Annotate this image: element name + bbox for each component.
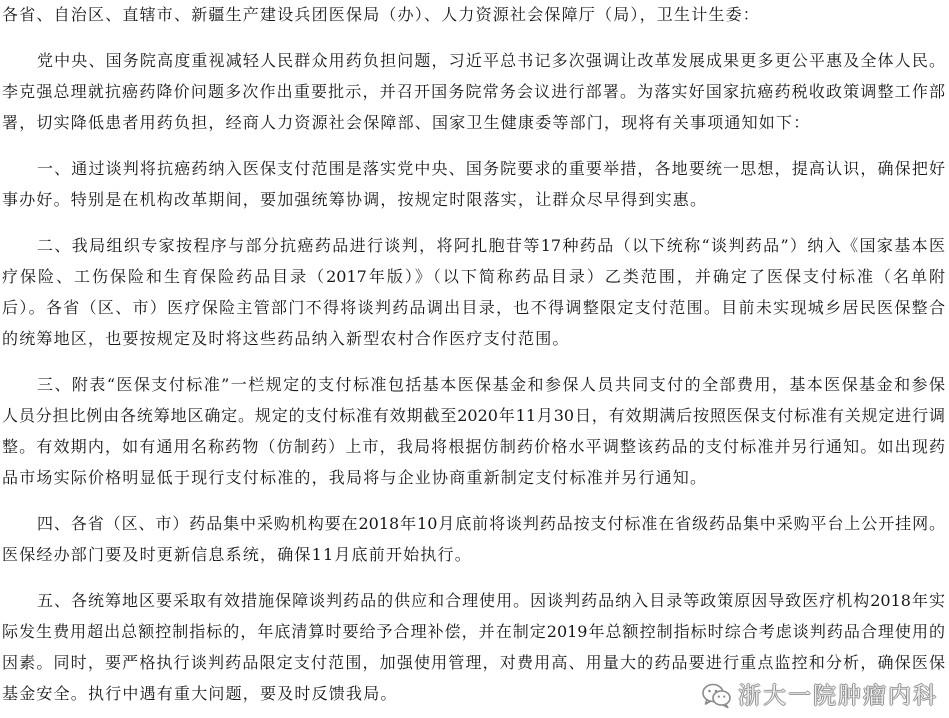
text-line: 际发生费用超出总额控制指标的，年底清算时要给予合理补偿，并在制定2019年总额控制指标时综合考虑谈判药品合理使用的 <box>2 622 945 641</box>
text-line: 事办好。特别是在机构改革期间，要加强统筹协调，按规定时限落实，让群众尽早得到实惠。 <box>2 190 708 209</box>
text-line: 品市场实际价格明显低于现行支付标准的，我局将与企业协商重新制定支付标准并另行通知。 <box>2 468 708 487</box>
wechat-icon <box>702 683 732 709</box>
text-line: 整。有效期内，如有通用名称药物（仿制药）上市，我局将根据仿制药价格水平调整该药品的支付标准并另行通知。如出现药 <box>2 437 945 456</box>
document-body <box>2 0 945 709</box>
text-line: 医保经办部门要及时更新信息系统，确保11月底前开始执行。 <box>2 545 472 564</box>
text-line: 四、各省（区、市）药品集中采购机构要在2018年10月底前将谈判药品按支付标准在省级药品集中采购平台上公开挂网。 <box>37 514 945 533</box>
text-line: 因素。同时，要严格执行谈判药品限定支付范围，加强使用管理，对费用高、用量大的药品要进行重点监控和分析，确保医保 <box>2 653 945 672</box>
text-line: 疗保险、工伤保险和生育保险药品目录（2017年版）》（以下简称药品目录）乙类范围，并确定了医保支付标准（名单附 <box>2 267 945 286</box>
text-line: 党中央、国务院高度重视减轻人民群众用药负担问题，习近平总书记多次强调让改革发展成果更多更公平惠及全体人民。 <box>37 51 945 70</box>
paragraph-2 <box>2 153 945 215</box>
text-line: 五、各统筹地区要采取有效措施保障谈判药品的供应和合理使用。因谈判药品纳入目录等政策原因导致医疗机构2018年实 <box>37 591 945 610</box>
text-line: 基金安全。执行中遇有重大问题，要及时反馈我局。 <box>2 684 398 703</box>
paragraph-3 <box>2 230 945 354</box>
salutation-line: 各省、自治区、直辖市、新疆生产建设兵团医保局（办）、人力资源社会保障厅（局），卫生计生委： <box>2 5 761 24</box>
text-line: 三、附表“医保支付标准”一栏规定的支付标准包括基本医保基金和参保人员共同支付的全部费用，基本医保基金和参保 <box>37 375 945 394</box>
text-line: 署，切实降低患者用药负担，经商人力资源社会保障部、国家卫生健康委等部门，现将有关事项通知如下： <box>2 113 811 132</box>
text-line: 人员分担比例由各统筹地区确定。规定的支付标准有效期截至2020年11月30日，有效期满后按照医保支付标准有关规定进行调 <box>2 406 945 425</box>
watermark-text: 浙大一院肿瘤内科 <box>738 683 938 709</box>
text-line: 二、我局组织专家按程序与部分抗癌药品进行谈判，将阿扎胞苷等17种药品（以下统称“谈判药品”）纳入《国家基本医 <box>37 236 945 255</box>
paragraph-1 <box>2 45 945 138</box>
paragraph-5 <box>2 508 945 570</box>
text-line: 的统筹地区，也要按规定及时将这些药品纳入新型农村合作医疗支付范围。 <box>2 329 570 348</box>
text-line: 一、通过谈判将抗癌药纳入医保支付范围是落实党中央、国务院要求的重要举措，各地要统一思想，提高认识，确保把好 <box>37 159 945 178</box>
watermark <box>702 680 938 712</box>
paragraph-4 <box>2 369 945 493</box>
text-line: 李克强总理就抗癌药降价问题多次作出重要批示，并召开国务院常务会议进行部署。为落实好国家抗癌药税收政策调整工作部 <box>2 82 945 101</box>
text-line: 后）。各省（区、市）医疗保险主管部门不得将谈判药品调出目录，也不得调整限定支付范围。目前未实现城乡居民医保整合 <box>2 298 945 317</box>
